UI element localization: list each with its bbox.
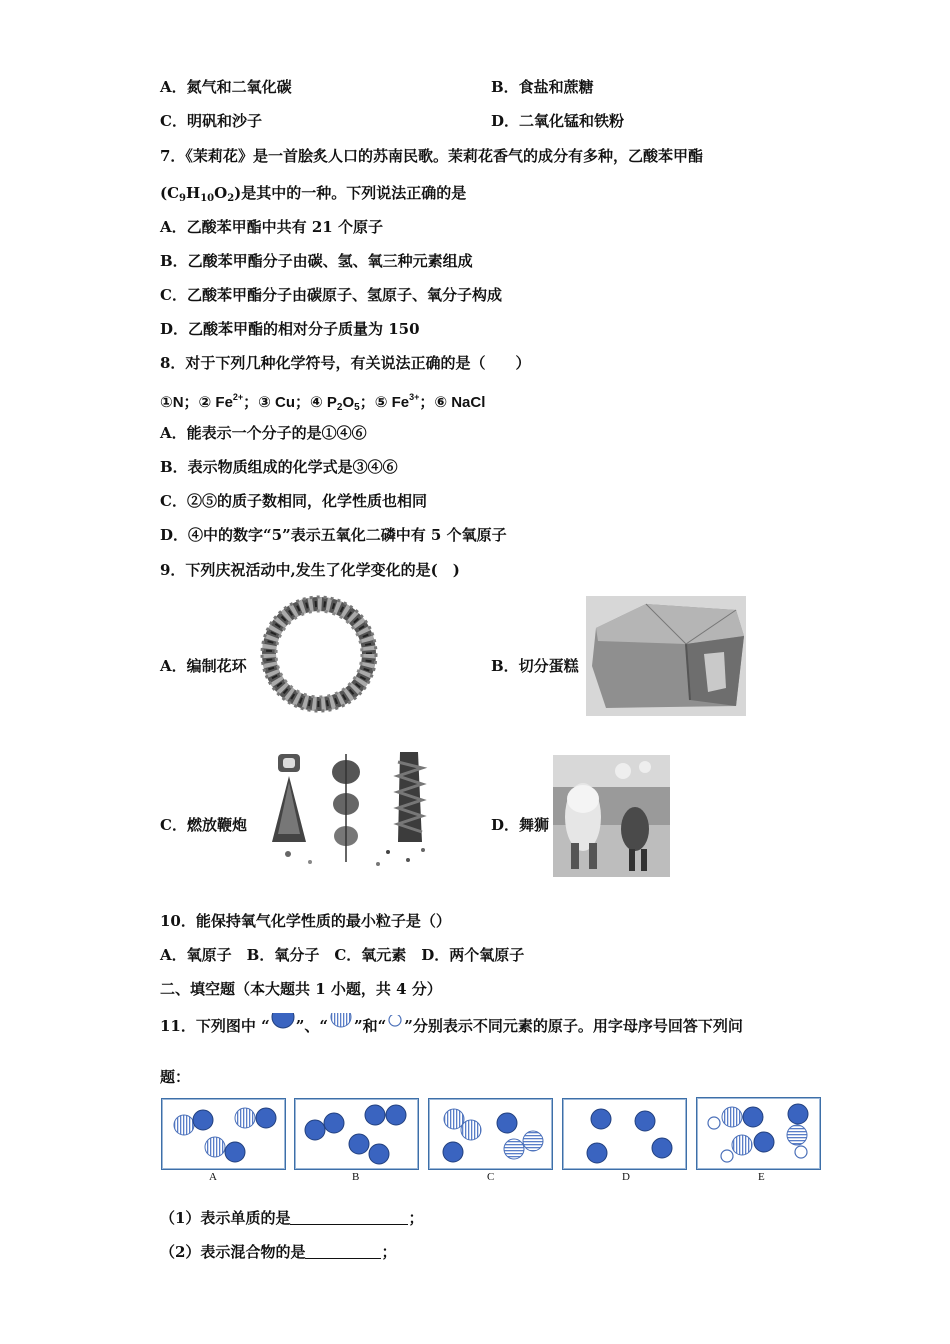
q11-sub-2-end: ；	[381, 1243, 397, 1261]
q11-stem-end: 题：	[160, 1068, 191, 1086]
q7-option-d: D．乙酸苯甲酯的相对分子质量为 150	[160, 320, 420, 338]
symbol-o: O	[342, 394, 355, 411]
q9-option-a: A．编制花环	[160, 657, 247, 675]
formula-sub-9: 9	[179, 193, 187, 204]
particle-box-d	[562, 1098, 687, 1170]
caption-c: C	[487, 1171, 495, 1183]
q11-sub-2-text: （2）表示混合物的是	[160, 1243, 306, 1261]
q11-sub-1	[160, 1208, 423, 1228]
particle-box-a	[161, 1098, 286, 1170]
q6-option-b: B．食盐和蔗糖	[491, 78, 594, 96]
q8-option-a: A．能表示一个分子的是①④⑥	[160, 424, 367, 442]
cake-image	[586, 596, 746, 716]
formula-sub-10: 10	[200, 193, 215, 204]
symbol-n-fe: ①N；② Fe	[160, 394, 233, 411]
q8-symbols	[160, 387, 485, 418]
q8-option-b: B．表示物质组成的化学式是③④⑥	[160, 458, 398, 476]
q11-stem	[160, 1016, 743, 1037]
answer-blank-1[interactable]	[290, 1210, 408, 1225]
q8-stem: 8．对于下列几种化学符号，有关说法正确的是（ ）	[160, 354, 531, 372]
q7-option-b: B．乙酸苯甲酯分子由碳、氢、氧三种元素组成	[160, 252, 473, 270]
charge-3plus: 3+	[409, 392, 420, 402]
solid-atom-icon	[270, 1013, 296, 1037]
particle-box-e	[696, 1097, 821, 1170]
sub-5: 5	[354, 402, 360, 413]
q10-options: A．氧原子 B．氧分子 C．氧元素 D．两个氧原子	[160, 946, 525, 964]
q6-option-d: D．二氧化锰和铁粉	[491, 112, 625, 130]
charge-2plus: 2+	[232, 392, 244, 402]
q11-sub-1-end: ；	[408, 1209, 424, 1227]
q11-text-3: ”和“	[354, 1017, 387, 1035]
particles-d	[563, 1099, 686, 1169]
symbol-nacl: ；⑥ NaCl	[419, 394, 486, 411]
q7-formula-line	[160, 183, 466, 209]
particles-b	[295, 1099, 418, 1169]
q8-option-d: D．④中的数字“5”表示五氧化二磷中有 5 个氧原子	[160, 526, 507, 544]
particle-box-c	[428, 1098, 553, 1170]
particles-c	[429, 1099, 552, 1169]
caption-a: A	[209, 1171, 217, 1183]
hollow-atom-icon	[386, 1015, 404, 1035]
firecracker-image	[258, 752, 436, 874]
q11-text-4: ”分别表示不同元素的原子。用字母序号回答下列问	[404, 1017, 743, 1035]
q9-option-b: B．切分蛋糕	[491, 657, 579, 675]
symbol-fe: ；⑤ Fe	[359, 394, 410, 411]
particles-e	[697, 1098, 820, 1169]
formula-sub-2: 2	[227, 193, 235, 204]
symbol-cu-p: ；③ Cu；④ P	[243, 394, 337, 411]
q9-stem: 9．下列庆祝活动中,发生了化学变化的是( )	[160, 561, 460, 579]
q7-option-a: A．乙酸苯甲酯中共有 21 个原子	[160, 218, 383, 236]
q7-stem: 7．《茉莉花》是一首脍炙人口的苏南民歌。茉莉花香气的成分有多种，乙酸苯甲酯	[160, 147, 703, 165]
q7-option-c: C．乙酸苯甲酯分子由碳原子、氢原子、氧分子构成	[160, 286, 502, 304]
q6-option-a: A．氮气和二氧化碳	[160, 78, 292, 96]
q11-sub-1-text: （1）表示单质的是	[160, 1209, 291, 1227]
q9-option-d: D．舞狮	[491, 816, 550, 834]
formula-h: H	[186, 184, 201, 202]
wreath-image	[255, 592, 383, 716]
formula-open: (C	[160, 184, 180, 202]
section-2-heading: 二、填空题（本大题共 1 小题，共 4 分）	[160, 980, 442, 998]
caption-b: B	[352, 1171, 360, 1183]
q11-sub-2	[160, 1242, 396, 1262]
q11-text-1: 11．下列图中 “	[160, 1017, 270, 1035]
q9-option-c: C．燃放鞭炮	[160, 816, 247, 834]
particles-a	[162, 1099, 285, 1169]
striped-atom-icon	[328, 1013, 354, 1037]
formula-o: O	[214, 184, 228, 202]
particle-box-b	[294, 1098, 419, 1170]
q10-stem: 10．能保持氧气化学性质的最小粒子是（）	[160, 912, 451, 930]
lion-dance-image	[553, 755, 670, 877]
answer-blank-2[interactable]	[305, 1244, 381, 1259]
q11-text-2: ”、“	[295, 1017, 328, 1035]
q6-option-c: C．明矾和沙子	[160, 112, 262, 130]
q7-stem-tail: )是其中的一种。下列说法正确的是	[234, 184, 467, 202]
sub-2: 2	[336, 402, 343, 413]
caption-d: D	[622, 1171, 630, 1183]
caption-e: E	[758, 1171, 765, 1183]
q8-option-c: C．②⑤的质子数相同，化学性质也相同	[160, 492, 427, 510]
